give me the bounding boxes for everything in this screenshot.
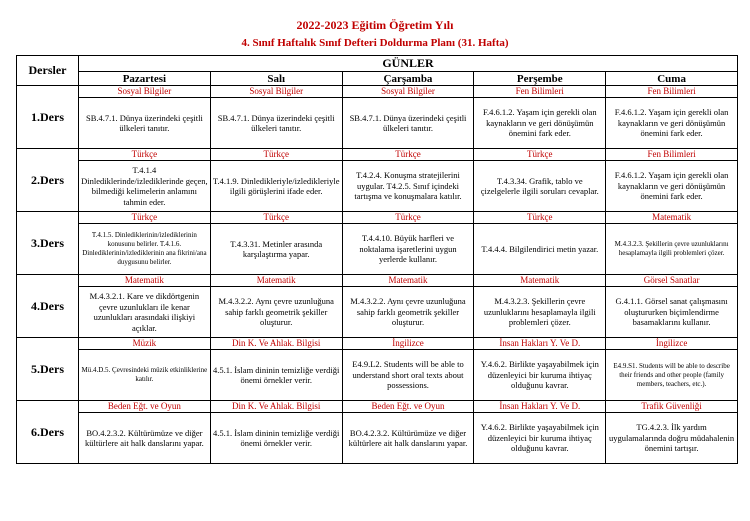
subject-cell: Trafik Güvenliği — [606, 401, 738, 413]
subject-cell: Türkçe — [79, 212, 211, 224]
objective-cell: F.4.6.1.2. Yaşam için gerekli olan kaynakların ve geri dönüşümün önemini fark eder. — [606, 161, 738, 212]
objective-cell: T.4.4.4. Bilgilendirici metin yazar. — [474, 224, 606, 275]
objective-cell: BO.4.2.3.2. Kültürümüze ve diğer kültürlere ait halk danslarını yapar. — [342, 413, 474, 464]
subject-cell: Matematik — [474, 275, 606, 287]
subject-cell: Sosyal Bilgiler — [210, 86, 342, 98]
objective-cell: F.4.6.1.2. Yaşam için gerekli olan kaynakların ve geri dönüşümün önemini fark eder. — [606, 98, 738, 149]
weekly-plan-table — [16, 55, 738, 464]
objective-cell: 4.5.1. İslam dininin temizliğe verdiği önemi örnekler verir. — [210, 413, 342, 464]
subject-cell: İnsan Hakları Y. Ve D. — [474, 338, 606, 350]
objective-cell: Y.4.6.2. Birlikte yaşayabilmek için düzenleyici bir kuruma ihtiyaç olduğunu kavrar. — [474, 350, 606, 401]
lesson-label: 4.Ders — [17, 275, 79, 338]
page-title: 2022-2023 Eğitim Öğretim Yılı — [296, 18, 454, 32]
day-header-cuma: Cuma — [606, 72, 738, 86]
objective-cell: Mü.4.D.5. Çevresindeki müzik etkinliklerine katılır. — [79, 350, 211, 401]
table-row — [17, 86, 738, 98]
subject-cell: Müzik — [79, 338, 211, 350]
objective-cell: TG.4.2.3. İlk yardım uygulamalarında doğru müdahalenin önemini tartışır. — [606, 413, 738, 464]
table-row — [17, 212, 738, 224]
subject-cell: Görsel Sanatlar — [606, 275, 738, 287]
subject-cell: Türkçe — [342, 212, 474, 224]
gunler-header: GÜNLER — [79, 56, 738, 72]
table-row — [17, 224, 738, 275]
table-row — [17, 98, 738, 149]
lesson-label: 5.Ders — [17, 338, 79, 401]
table-row — [17, 350, 738, 401]
objective-cell: T.4.3.34. Grafik, tablo ve çizelgelerle ilgili soruları cevaplar. — [474, 161, 606, 212]
subject-cell: İngilizce — [606, 338, 738, 350]
subject-cell: Türkçe — [79, 149, 211, 161]
header — [0, 0, 750, 50]
subject-cell: Beden Eğt. ve Oyun — [79, 401, 211, 413]
objective-cell: M.4.3.2.2. Aynı çevre uzunluğuna sahip farklı geometrik şekiller oluşturur. — [342, 287, 474, 338]
subject-cell: Matematik — [342, 275, 474, 287]
table-row — [17, 149, 738, 161]
table-row — [17, 338, 738, 350]
subject-cell: Sosyal Bilgiler — [342, 86, 474, 98]
objective-cell: Y.4.6.2. Birlikte yaşayabilmek için düzenleyici bir kuruma ihtiyaç olduğunu kavrar. — [474, 413, 606, 464]
objective-cell: BO.4.2.3.2. Kültürümüze ve diğer kültürlere ait halk danslarını yapar. — [79, 413, 211, 464]
lesson-label: 1.Ders — [17, 86, 79, 149]
subject-cell: Beden Eğt. ve Oyun — [342, 401, 474, 413]
lesson-label: 2.Ders — [17, 149, 79, 212]
objective-cell: T.4.1.4 Dinlediklerinde/izlediklerinde geçen, bilmediği kelimelerin anlamını tahmin eder. — [79, 161, 211, 212]
subject-cell: Din K. Ve Ahlak. Bilgisi — [210, 338, 342, 350]
subject-cell: Din K. Ve Ahlak. Bilgisi — [210, 401, 342, 413]
subject-cell: Sosyal Bilgiler — [79, 86, 211, 98]
objective-cell: 4.5.1. İslam dininin temizliğe verdiği önemi örnekler verir. — [210, 350, 342, 401]
objective-cell: T.4.3.31. Metinler arasında karşılaştırma yapar. — [210, 224, 342, 275]
objective-cell: T.4.4.10. Büyük harfleri ve noktalama işaretlerini uygun yerlerde kullanır. — [342, 224, 474, 275]
subject-cell: Matematik — [210, 275, 342, 287]
table-row — [17, 287, 738, 338]
lesson-label: 6.Ders — [17, 401, 79, 464]
subject-cell: Türkçe — [210, 212, 342, 224]
subject-cell: Türkçe — [474, 149, 606, 161]
subject-cell: İngilizce — [342, 338, 474, 350]
subject-cell: Matematik — [606, 212, 738, 224]
objective-cell: M.4.3.2.1. Kare ve dikdörtgenin çevre uzunlukları ile kenar uzunlukları arasındaki ilişkiyi açıklar. — [79, 287, 211, 338]
table-row — [17, 401, 738, 413]
objective-cell: G.4.1.1. Görsel sanat çalışmasını oluştururken biçimlendirme basamaklarını kullanır. — [606, 287, 738, 338]
table-row — [17, 275, 738, 287]
day-header-persembe: Perşembe — [474, 72, 606, 86]
objective-cell: M.4.3.2.2. Aynı çevre uzunluğuna sahip farklı geometrik şekiller oluşturur. — [210, 287, 342, 338]
subject-cell: Türkçe — [474, 212, 606, 224]
objective-cell: T.4.1.5. Dinlediklerinin/izlediklerinin konusunu belirler. T.4.1.6. Dinlediklerinin/izlediklerinin ana fikrini/ana duygusunu belirler. — [79, 224, 211, 275]
objective-cell: SB.4.7.1. Dünya üzerindeki çeşitli ülkeleri tanıtır. — [342, 98, 474, 149]
subject-cell: Türkçe — [342, 149, 474, 161]
objective-cell: T.4.2.4. Konuşma stratejilerini uygular. T4.2.5. Sınıf içindeki tartışma ve konuşmalara katılır. — [342, 161, 474, 212]
objective-cell: T.4.1.9. Dinledikleriyle/izledikleriyle ilgili görüşlerini ifade eder. — [210, 161, 342, 212]
objective-cell: SB.4.7.1. Dünya üzerindeki çeşitli ülkeleri tanıtır. — [79, 98, 211, 149]
objective-cell: M.4.3.2.3. Şekillerin çevre uzunluklarını hesaplamayla ilgili problemleri çözer. — [606, 224, 738, 275]
dersler-header: Dersler — [17, 56, 79, 86]
subject-cell: Matematik — [79, 275, 211, 287]
objective-cell: F.4.6.1.2. Yaşam için gerekli olan kaynakların ve geri dönüşümün önemini fark eder. — [474, 98, 606, 149]
objective-cell: SB.4.7.1. Dünya üzerindeki çeşitli ülkeleri tanıtır. — [210, 98, 342, 149]
subject-cell: Fen Bilimleri — [474, 86, 606, 98]
objective-cell: E4.9.L2. Students will be able to understand short oral texts about possessions. — [342, 350, 474, 401]
subject-cell: İnsan Hakları Y. Ve D. — [474, 401, 606, 413]
lesson-label: 3.Ders — [17, 212, 79, 275]
page-subtitle: 4. Sınıf Haftalık Sınıf Defteri Doldurma Planı (31. Hafta) — [241, 37, 509, 49]
objective-cell: M.4.3.2.3. Şekillerin çevre uzunluklarını hesaplamayla ilgili problemleri çözer. — [474, 287, 606, 338]
table-row — [17, 413, 738, 464]
subject-cell: Türkçe — [210, 149, 342, 161]
day-header-sali: Salı — [210, 72, 342, 86]
subject-cell: Fen Bilimleri — [606, 149, 738, 161]
day-header-pazartesi: Pazartesi — [79, 72, 211, 86]
day-header-carsamba: Çarşamba — [342, 72, 474, 86]
subject-cell: Fen Bilimleri — [606, 86, 738, 98]
objective-cell: E4.9.S1. Students will be able to describe their friends and other people (family members, teachers, etc.). — [606, 350, 738, 401]
table-row — [17, 161, 738, 212]
